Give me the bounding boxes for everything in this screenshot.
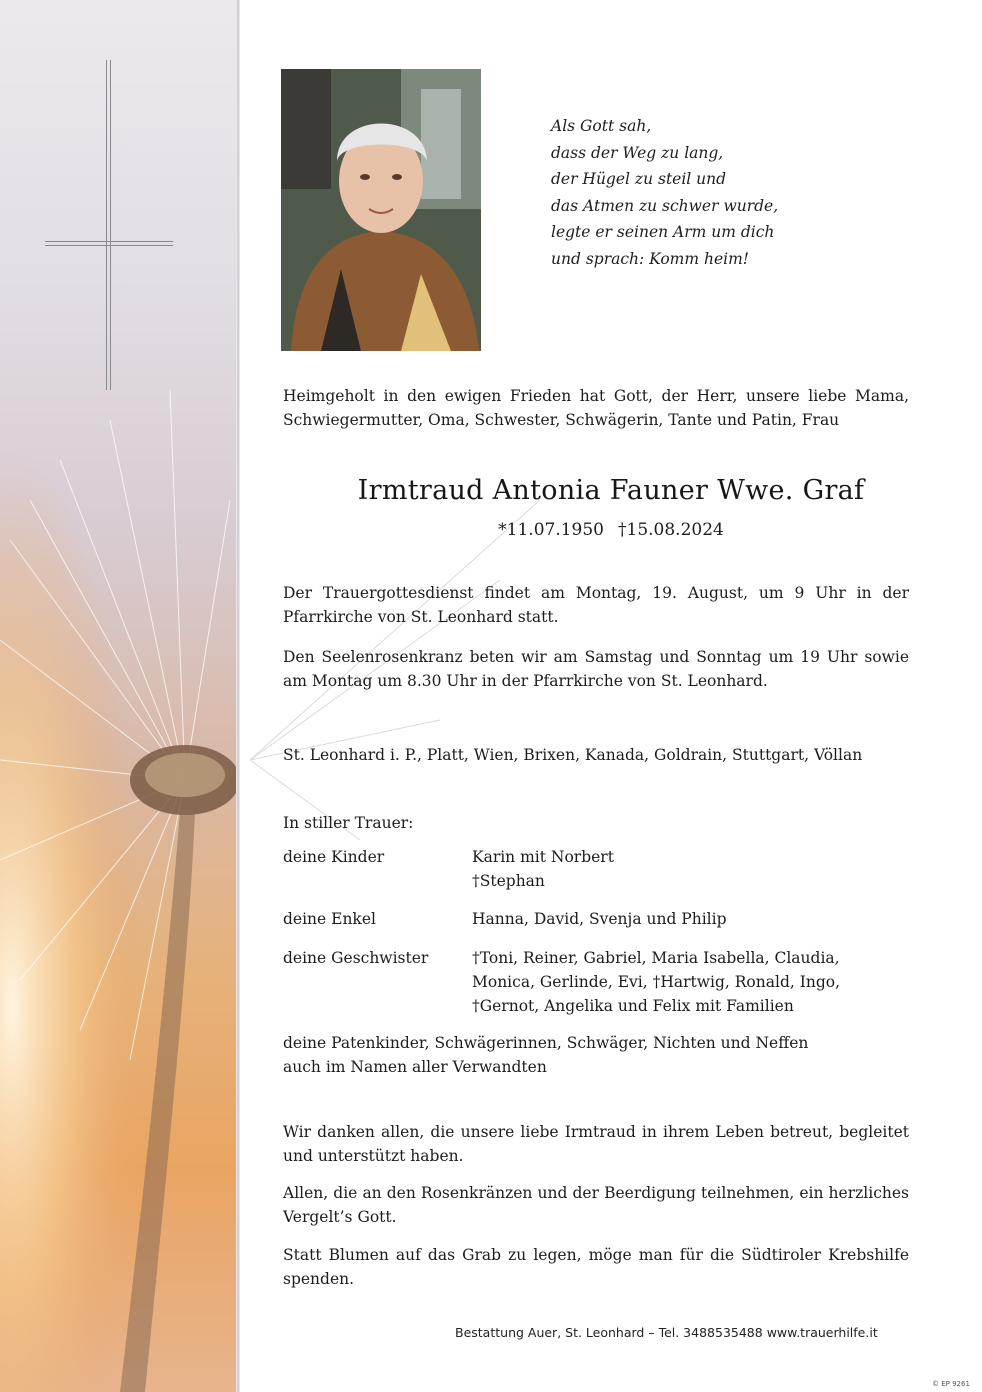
relative-name-line: †Toni, Reiner, Gabriel, Maria Isabella, Claudia, bbox=[472, 949, 840, 967]
intro-text: Heimgeholt in den ewigen Frieden hat Gott, der Herr, unsere liebe Mama, Schwiegermutter, Oma, Schwester, Schwägerin, Tante und Patin, Frau bbox=[283, 387, 909, 429]
poem-line: Als Gott sah, bbox=[551, 117, 652, 135]
birth-date: *11.07.1950 bbox=[498, 520, 604, 540]
relative-name-line: Karin mit Norbert bbox=[472, 848, 614, 866]
cross-icon-bar-2 bbox=[45, 245, 173, 246]
cross-icon-line bbox=[110, 60, 111, 390]
portrait-photo bbox=[281, 69, 481, 351]
relatives-names bbox=[472, 946, 872, 1018]
poem-line: der Hügel zu steil und bbox=[551, 170, 727, 188]
relative-name-line: †Stephan bbox=[472, 872, 545, 890]
poem-line: und sprach: Komm heim! bbox=[551, 249, 750, 268]
godchildren-text: deine Patenkinder, Schwägerinnen, Schwäger, Nichten und Neffen auch im Namen aller Verwandten bbox=[283, 1034, 809, 1076]
relative-name-line: Monica, Gerlinde, Evi, †Hartwig, Ronald, Ingo, bbox=[472, 973, 841, 991]
rosary-text: Den Seelenrosenkranz beten wir am Samstag und Sonntag um 19 Uhr sowie am Montag um 8.30 Uhr in der Pfarrkirche von St. Leonhard. bbox=[283, 648, 909, 690]
relatives-names bbox=[472, 845, 872, 893]
print-code: © EP 9261 bbox=[932, 1380, 970, 1388]
thanks-text: Wir danken allen, die unsere liebe Irmtraud in ihrem Leben betreut, begleitet und unterstützt haben. bbox=[283, 1123, 909, 1165]
dandelion-image bbox=[0, 380, 238, 1392]
poem-line: legte er seinen Arm um dich bbox=[551, 223, 775, 241]
cross-icon bbox=[106, 60, 107, 390]
funeral-service-text: Der Trauergottesdienst findet am Montag, 19. August, um 9 Uhr in der Pfarrkirche von St. Leonhard statt. bbox=[283, 584, 909, 626]
relatives-label: deine Kinder bbox=[283, 848, 385, 866]
places-list: St. Leonhard i. P., Platt, Wien, Brixen, Kanada, Goldrain, Stuttgart, Völlan bbox=[283, 746, 863, 764]
flowers-note: Statt Blumen auf das Grab zu legen, möge man für die Südtiroler Krebshilfe spenden. bbox=[283, 1246, 909, 1288]
relatives-label: deine Enkel bbox=[283, 910, 376, 928]
deceased-name: Irmtraud Antonia Fauner Wwe. Graf bbox=[357, 475, 865, 506]
life-dates bbox=[240, 520, 982, 540]
decorative-side-panel bbox=[0, 0, 238, 1392]
cross-icon-bar bbox=[45, 241, 173, 242]
death-date: †15.08.2024 bbox=[618, 520, 724, 540]
rosary-thanks-text: Allen, die an den Rosenkränzen und der Beerdigung teilnehmen, ein herzliches Vergelt’s Gott. bbox=[283, 1184, 909, 1226]
funeral-home-footer: Bestattung Auer, St. Leonhard – Tel. 3488535488 www.trauerhilfe.it bbox=[455, 1325, 878, 1340]
relative-name-line: †Gernot, Angelika und Felix mit Familien bbox=[472, 997, 794, 1015]
mourning-title: In stiller Trauer: bbox=[283, 814, 414, 832]
relative-name-line: Hanna, David, Svenja und Philip bbox=[472, 910, 727, 928]
relatives-label: deine Geschwister bbox=[283, 949, 429, 967]
poem-line: dass der Weg zu lang, bbox=[551, 143, 724, 162]
poem-line: das Atmen zu schwer wurde, bbox=[551, 196, 779, 215]
poem bbox=[551, 113, 851, 272]
relatives-names bbox=[472, 907, 872, 931]
